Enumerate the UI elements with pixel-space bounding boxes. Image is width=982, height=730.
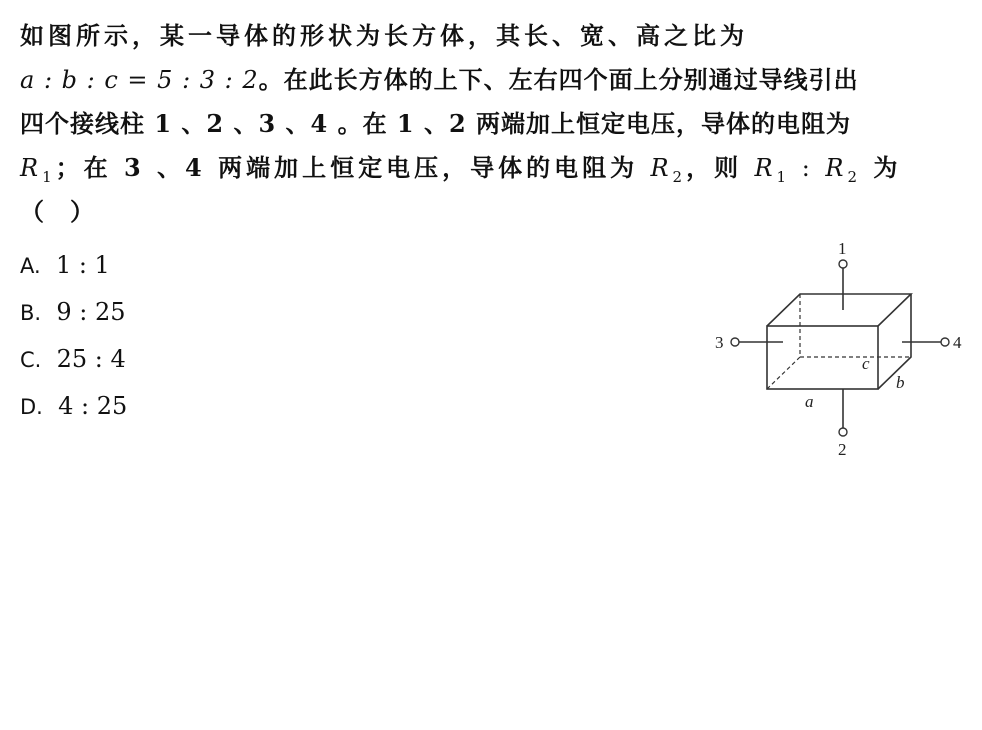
terminal-2-node [839,428,847,436]
option-letter: D. [20,395,43,419]
r1-symbol: R [20,154,43,182]
option-letter: C. [20,348,42,372]
option-a[interactable] [20,242,127,289]
edge-a-label: a [805,392,814,411]
question-line-1: 如图所示，某一导体的形状为长方体，其长、宽、高之比为 [20,21,748,50]
ratio-expression: a : b : c = 5 : 3 : 2 [20,66,259,94]
question-line-3: 四个接线柱 1 、2 、3 、4 。在 1 、2 两端加上恒定电压，导体的电阻为 [20,109,852,138]
r1-subscript: 1 [42,167,56,186]
ratio-r1-subscript: 1 [776,167,791,186]
option-value: 1 : 1 [55,251,110,279]
option-c[interactable] [20,336,127,383]
terminal-1-node [839,260,847,268]
edge-c-label: c [862,354,870,373]
answer-blank: （ ） [20,197,95,226]
option-d[interactable] [20,383,127,430]
question-stem [20,14,965,234]
r2-symbol: R [650,154,673,182]
option-letter: A. [20,254,41,278]
terminal-3-node [731,338,739,346]
question-line-4-end: 为 [873,153,902,182]
edge-b-label: b [896,373,905,392]
top-face [767,294,911,326]
option-value: 9 : 25 [56,298,126,326]
option-value: 25 : 4 [56,345,126,373]
option-letter: B. [20,301,42,325]
ratio-r2-subscript: 2 [847,167,862,186]
option-b[interactable] [20,289,127,336]
terminal-4-label: 4 [953,333,962,352]
hidden-edges [767,294,911,389]
ratio-r1-symbol: R [754,154,777,182]
ratio-r2-symbol: R [825,154,848,182]
question-line-4: $R_1$；在 3 、4 两端加上恒定电压，导体的电阻为 $R_2$，则 $R_1$ : $R_2$ 为 [20,153,902,186]
question-line-4-then: ，则 [686,153,743,182]
cuboid-diagram [705,235,975,460]
option-value: 4 : 25 [58,392,128,420]
answer-options [20,242,127,430]
terminal-1-label: 1 [838,239,847,258]
question-line-4-mid: ；在 3 、4 两端加上恒定电压，导体的电阻为 [55,153,639,182]
terminal-2-label: 2 [838,440,847,459]
terminal-3-label: 3 [715,333,724,352]
r2-subscript: 2 [672,167,687,186]
question-line-2-text: 。在此长方体的上下、左右四个面上分别通过导线引出 [258,65,859,94]
cuboid-figure [705,235,975,464]
terminal-4-node [941,338,949,346]
question-line-2 [20,58,965,102]
